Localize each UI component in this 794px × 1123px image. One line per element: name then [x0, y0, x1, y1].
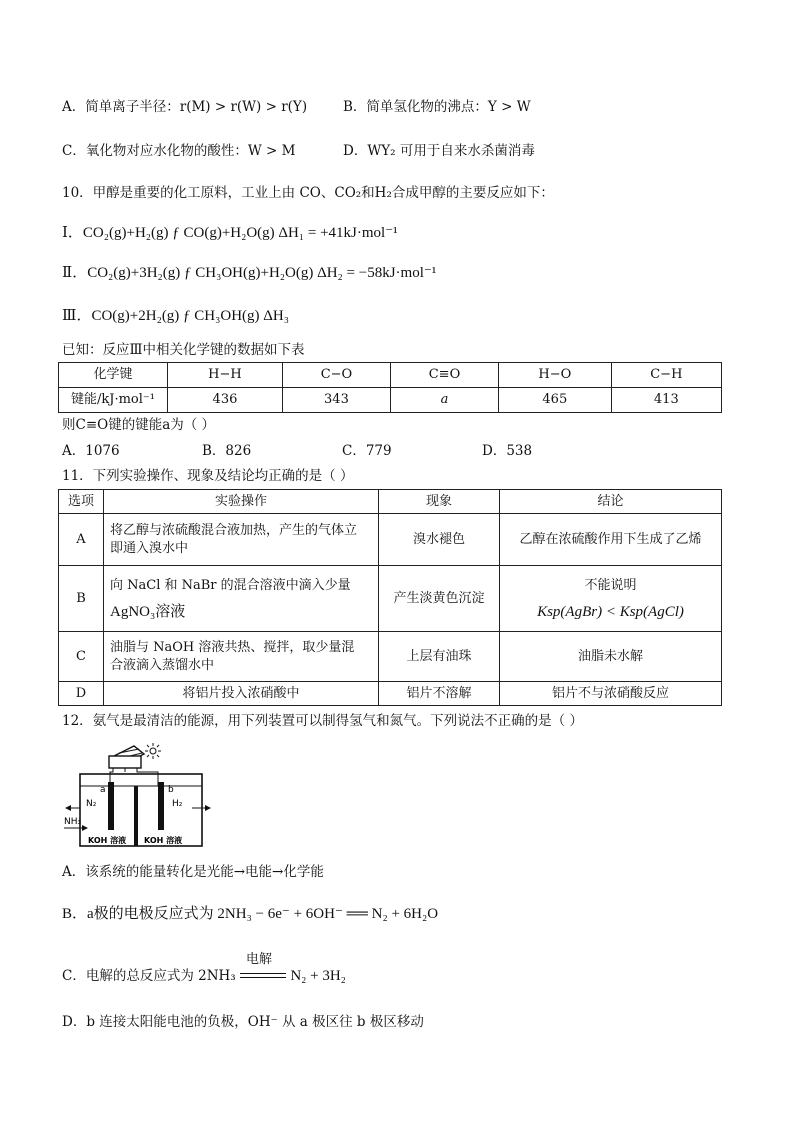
bond-table-header-row [59, 363, 722, 388]
experiment-table [58, 489, 722, 706]
ion-membrane [134, 786, 138, 846]
q11-stem: 11．下列实验操作、现象及结论均正确的是（ ） [62, 468, 354, 484]
conclusion-line: Ksp(AgBr) < Ksp(AgCl) [537, 603, 684, 620]
experiment-phenomenon: 铝片不溶解 [379, 682, 500, 706]
experiment-header-row [59, 490, 722, 514]
electrode-a [108, 782, 114, 830]
q10-stem: 10．甲醇是重要的化工原料，工业上由 CO、CO₂和H₂合成甲醇的主要反应如下： [62, 185, 554, 201]
experiment-option: D [59, 682, 104, 706]
experiment-option: C [59, 632, 104, 682]
q10-reaction-3: Ⅲ．CO(g)+2H₂(g) ƒ CH₃OH(g) ΔH₃ [62, 308, 289, 324]
electrolysis-apparatus-figure [62, 742, 212, 848]
experiment-phenomenon: 溴水褪色 [379, 514, 500, 566]
electrolysis-condition-arrow [240, 951, 286, 984]
q9-option-c: C．氧化物对应水化物的酸性：W > M [62, 143, 296, 159]
experiment-header-cell: 现象 [379, 490, 500, 514]
experiment-operation [104, 632, 379, 682]
experiment-phenomenon: 上层有油珠 [379, 632, 500, 682]
q10-option-c: C．779 [342, 443, 392, 459]
q10-option-d: D．538 [482, 443, 533, 459]
experiment-header-cell: 选项 [59, 490, 104, 514]
q9-option-d: D．WY₂ 可用于自来水杀菌消毒 [343, 143, 535, 159]
q12-option-c-prefix: C．电解的总反应式为 2NH₃ [62, 968, 236, 984]
experiment-conclusion: 油脂未水解 [500, 632, 722, 682]
experiment-conclusion: 铝片不与浓硝酸反应 [500, 682, 722, 706]
label-a: a [100, 785, 106, 795]
experiment-header-cell: 实验操作 [104, 490, 379, 514]
operation-line: 将乙醇与浓硫酸混合液加热，产生的气体立 [110, 522, 358, 538]
operation-line: 向 NaCl 和 NaBr 的混合溶液中滴入少量 [110, 577, 351, 593]
experiment-operation [104, 514, 379, 566]
q10-known: 已知：反应Ⅲ中相关化学键的数据如下表 [62, 342, 305, 358]
q9-option-b: B．简单氢化物的沸点：Y > W [343, 99, 531, 115]
q10-ask: 则C≡O键的键能a为（ ） [62, 417, 216, 433]
operation-line: 即通入溴水中 [110, 540, 189, 556]
q12-option-c-products: N₂ + 3H₂ [290, 968, 346, 984]
bond-header-cell: 化学键 [59, 363, 168, 388]
bond-value-cell: 键能/kJ·mol⁻¹ [59, 388, 168, 413]
q10-option-b: B．826 [202, 443, 252, 459]
label-n2: N₂ [86, 799, 97, 809]
bond-header-cell: H−H [168, 363, 283, 388]
label-koh-right: KOH 溶液 [144, 836, 183, 845]
sun-icon [145, 743, 161, 759]
label-nh3: NH₃ [64, 817, 82, 827]
operation-line: 油脂与 NaOH 溶液共热、搅拌，取少量混 [110, 639, 355, 655]
q12-option-a: A．该系统的能量转化是光能→电能→化学能 [62, 864, 324, 880]
electrolysis-condition: 电解 [246, 951, 273, 967]
q12-option-b: B．a极的电极反应式为 2NH₃ − 6e⁻ + 6OH⁻ ══ N₂ + 6H₂O [62, 906, 439, 922]
experiment-conclusion: 乙醇在浓硫酸作用下生成了乙烯 [500, 514, 722, 566]
bond-value-cell: 413 [611, 388, 721, 413]
bond-energy-table [58, 362, 722, 413]
electrode-b [158, 782, 164, 830]
experiment-operation: 将铝片投入浓硝酸中 [104, 682, 379, 706]
q10-reaction-1: Ⅰ．CO₂(g)+H₂(g) ƒ CO(g)+H₂O(g) ΔH₁ = +41kJ·mol⁻¹ [62, 225, 398, 241]
bond-header-cell: C≡O [390, 363, 498, 388]
experiment-operation [104, 566, 379, 632]
experiment-row [59, 566, 722, 632]
experiment-option: A [59, 514, 104, 566]
experiment-header-cell: 结论 [500, 490, 722, 514]
operation-line: 合液滴入蒸馏水中 [110, 657, 215, 673]
q10-reaction-2: Ⅱ．CO₂(g)+3H₂(g) ƒ CH₃OH(g)+H₂O(g) ΔH₂ = −58kJ·mol⁻¹ [62, 265, 437, 281]
q12-option-c [62, 951, 346, 986]
experiment-phenomenon: 产生淡黄色沉淀 [379, 566, 500, 632]
experiment-conclusion [500, 566, 722, 632]
experiment-row [59, 514, 722, 566]
label-h2: H₂ [172, 799, 183, 809]
label-b: b [168, 785, 174, 795]
q12-option-d: D．b 连接太阳能电池的负极，OH⁻ 从 a 极区往 b 极区移动 [62, 1014, 424, 1030]
experiment-row [59, 632, 722, 682]
bond-value-cell: a [390, 388, 498, 413]
experiment-option: B [59, 566, 104, 632]
q10-option-a: A．1076 [62, 443, 120, 459]
q12-stem: 12．氨气是最清洁的能源，用下列装置可以制得氢气和氮气。下列说法不正确的是（ ） [62, 713, 583, 729]
bond-value-cell: 465 [499, 388, 612, 413]
solar-panel-icon [109, 746, 144, 772]
bond-value-cell: 436 [168, 388, 283, 413]
conclusion-line: 不能说明 [584, 577, 637, 593]
bond-header-cell: C−H [611, 363, 721, 388]
bond-header-cell: C−O [282, 363, 390, 388]
experiment-row [59, 682, 722, 706]
bond-value-cell: 343 [282, 388, 390, 413]
bond-table-value-row [59, 388, 722, 413]
operation-line: AgNO₃溶液 [110, 603, 186, 620]
label-koh-left: KOH 溶液 [88, 836, 127, 845]
q9-option-a: A．简单离子半径：r(M) > r(W) > r(Y) [62, 99, 308, 115]
bond-header-cell: H−O [499, 363, 612, 388]
